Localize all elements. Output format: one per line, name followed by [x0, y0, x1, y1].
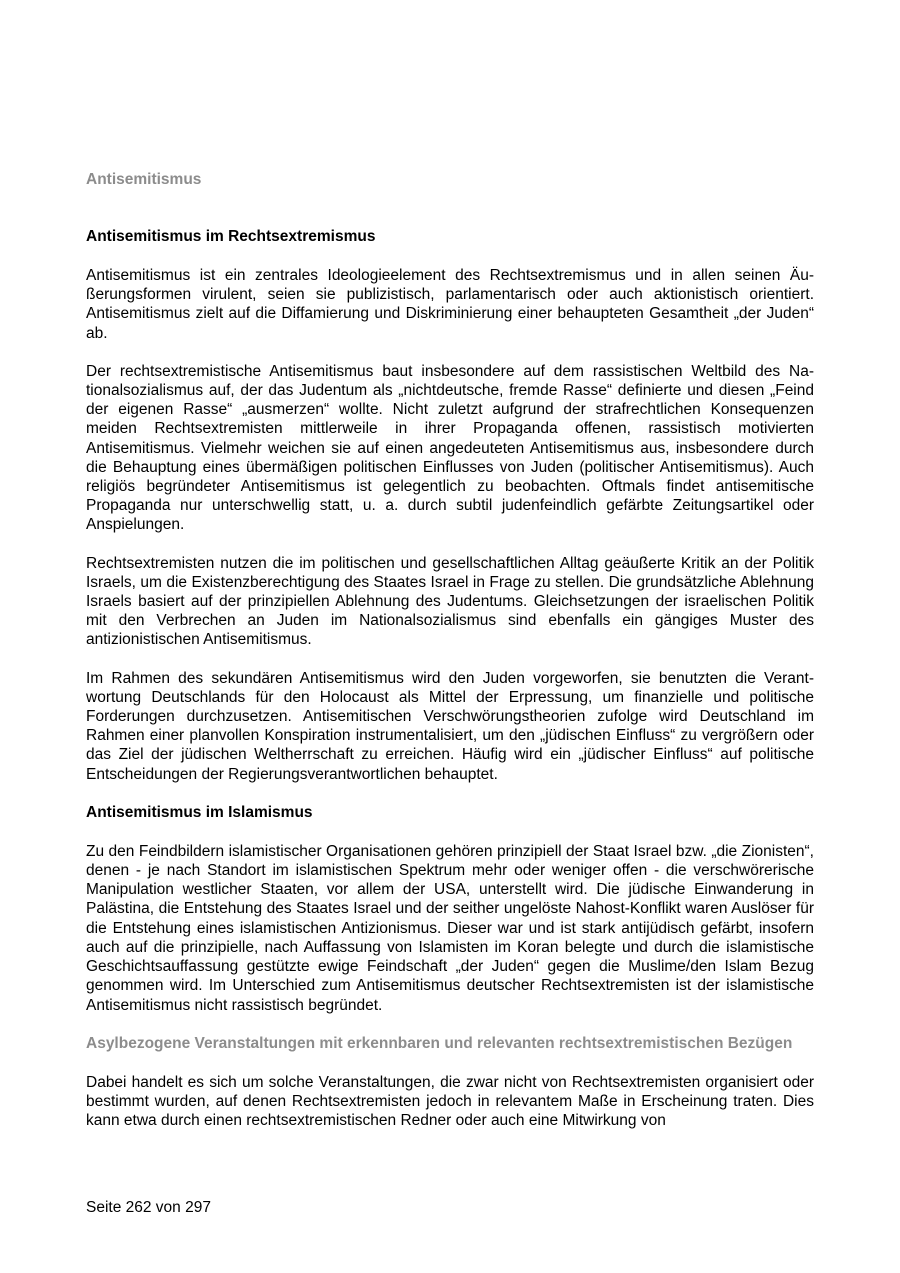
paragraph: Im Rahmen des sekundären Antisemitismus wird den Juden vorgeworfen, sie benutzten die Verantwortung Deutschlands für den Holocaust als Mittel der Erpressung, um finanzielle und politische Forderungen durchzusetzen. Antisemitischen Verschwörungstheorien zufolge wird Deutschland im Rahmen einer planvollen Konspiration instrumentalisiert, um den „jüdischen Einfluss“ zu vergrößern oder das Ziel der jüdischen Weltherrschaft zu erreichen. Häufig wird ein „jüdischer Einfluss“ auf politische Entscheidungen der Regierungsverantwortlichen behauptet.: [86, 669, 814, 783]
spacer: [86, 535, 814, 554]
spacer: [86, 823, 814, 842]
page-number: Seite 262 von 297: [86, 1199, 211, 1216]
document-body: [86, 170, 814, 1130]
spacer: [86, 1054, 814, 1073]
paragraph: Zu den Feindbildern islamistischer Organisationen gehören prinzipiell der Staat Israel bzw. „die Zionisten“, denen - je nach Standort im islamistischen Spektrum mehr oder weniger offen - die verschwörerische Manipulation westlicher Staaten, vor allem der USA, unterstellt wird. Die jüdische Einwanderung in Palästina, die Entstehung des Staates Israel und der seither ungelöste Nahost-Konflikt waren Auslöser für die Entstehung eines islamistischen Antizionismus. Dieser war und ist stark antijüdisch gefärbt, insofern auch auf die prinzipielle, nach Auffassung von Islamisten im Koran belegte und durch die islamistische Geschichtsauffassung gestützte ewige Feindschaft „der Juden“ gegen die Muslime/den Islam Bezug genommen wird. Im Unterschied zum Antisemitismus deutscher Rechtsextremisten ist der islamistische Antisemitismus nicht rassistisch begründet.: [86, 842, 814, 1014]
spacer: [86, 1015, 814, 1034]
paragraph: Rechtsextremisten nutzen die im politischen und gesellschaftlichen Alltag geäußerte Kritik an der Politik Israels, um die Existenzberechtigung des Staates Israel in Frage zu stellen. Die grundsätzliche Ablehnung Israels basiert auf der prinzipiellen Ablehnung des Judentums. Gleichsetzungen der israelischen Politik mit den Verbrechen an Juden im Nationalsozialismus sind ebenfalls ein gängiges Muster des antizionistischen Antisemitismus.: [86, 554, 814, 649]
spacer: [86, 190, 814, 227]
section-title: Antisemitismus: [86, 171, 202, 188]
subsection-title-rechtsextremismus: Antisemitismus im Rechtsextremismus: [86, 228, 376, 245]
paragraph: Antisemitismus ist ein zentrales Ideologieelement des Rechtsextremismus und in allen seinen Äußerungsformen virulent, seien sie publizistisch, parlamentarisch oder auch aktionistisch orientiert. Antisemitismus zielt auf die Diffamierung und Diskriminierung einer behaupteten Gesamtheit „der Juden“ ab.: [86, 267, 814, 342]
section-title-asyl: Asylbezogene Veranstaltungen mit erkennbaren und relevanten rechtsextremistischen Bezügen: [86, 1034, 793, 1052]
paragraph: Der rechtsextremistische Antisemitismus baut insbesondere auf dem rassistischen Weltbild des Nationalsozialismus auf, der das Judentum als „nichtdeutsche, fremde Rasse“ definierte und diesen „Feind der eigenen Rasse“ „ausmerzen“ wollte. Nicht zuletzt aufgrund der strafrechtlichen Konsequenzen meiden Rechtsextremisten mittlerweile in ihrer Propaganda offenen, rassistisch motivierten Antisemitismus. Vielmehr weichen sie auf einen angedeuteten Antisemitismus aus, insbesondere durch die Behauptung eines übermäßigen politischen Einflusses von Juden (politischer Antisemitismus). Auch religiös begründeter Antisemitismus ist gelegentlich zu beobachten. Oftmals findet antisemitische Propaganda nur unterschwellig statt, u. a. durch subtil judenfeindlich gefärbte Zeitungsartikel oder Anspielungen.: [86, 362, 814, 534]
spacer: [86, 784, 814, 803]
spacer: [86, 650, 814, 669]
spacer: [86, 247, 814, 266]
paragraph: Dabei handelt es sich um solche Veranstaltungen, die zwar nicht von Rechtsextremisten organisiert oder bestimmt wurden, auf denen Rechtsextremisten jedoch in relevantem Maße in Erscheinung traten. Dies kann etwa durch einen rechtsextremistischen Redner oder auch eine Mitwirkung von: [86, 1073, 814, 1130]
subsection-title-islamismus: Antisemitismus im Islamismus: [86, 803, 313, 821]
spacer: [86, 343, 814, 362]
